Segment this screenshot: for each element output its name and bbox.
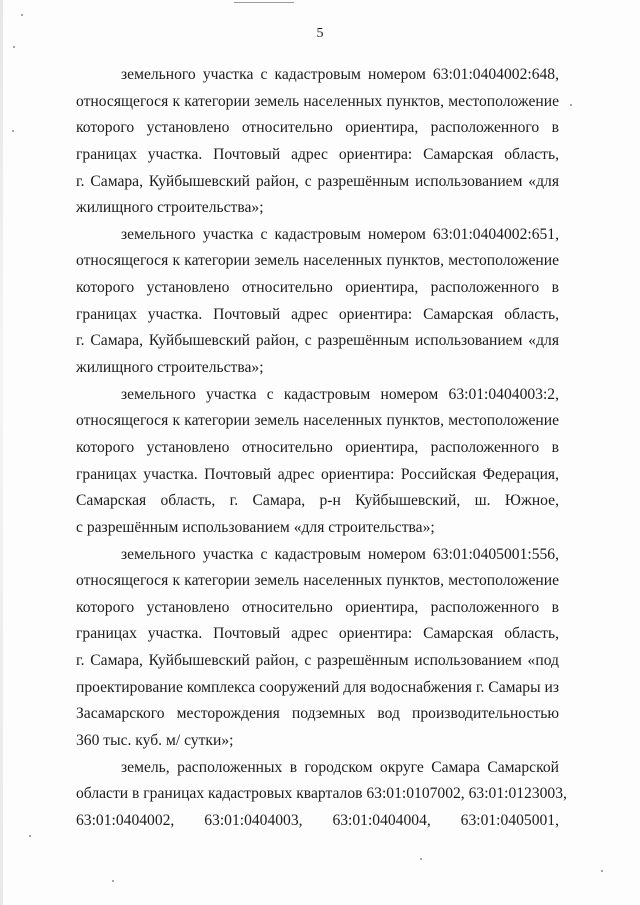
paragraph-4-line-7: Засамарского месторождения подземных вод производительностью: [76, 705, 559, 723]
paragraph-3-line-3: которого установлено относительно ориентира, расположенного в: [76, 438, 559, 456]
paragraph-1-line-1: земельного участка с кадастровым номером 63:01:0404002:648,: [121, 66, 559, 83]
document-body: [76, 62, 567, 835]
paragraph-2-line-5: г. Самара, Куйбышевский район, с разрешённым использованием «для: [76, 332, 559, 350]
scan-speck: [570, 104, 572, 106]
scan-speck: [13, 46, 15, 48]
page-number: 5: [316, 26, 324, 41]
scan-speck: [112, 880, 114, 882]
paragraph-5-line-2: области в границах кадастровых кварталов 63:01:0107002, 63:01:0123003,: [76, 785, 567, 803]
paragraph-4-line-4: границах участка. Почтовый адрес ориентира: Самарская область,: [76, 625, 559, 643]
paragraph-4-line-6: проектирование комплекса сооружений для водоснабжения г. Самары из: [76, 678, 559, 696]
paragraph-2-line-4: границах участка. Почтовый адрес ориентира: Самарская область,: [76, 305, 559, 323]
paragraph-4-line-1: земельного участка с кадастровым номером 63:01:0405001:556,: [121, 545, 559, 563]
scan-speck: [601, 870, 603, 872]
paragraph-1-line-4: границах участка. Почтовый адрес ориентира: Самарская область,: [76, 145, 559, 163]
paragraph-3-line-6: с разрешённым использованием «для строительства»;: [76, 518, 435, 536]
paragraph-4-line-2: относящегося к категории земель населенных пунктов, местоположение: [76, 572, 559, 590]
paragraph-3-line-5: Самарская область, г. Самара, р-н Куйбышевский, ш. Южное,: [76, 492, 559, 510]
paragraph-1-line-2: относящегося к категории земель населенных пунктов, местоположение: [76, 92, 559, 110]
paragraph-4-line-5: г. Самара, Куйбышевский район, с разрешённым использованием «под: [76, 652, 559, 670]
scan-speck: [21, 14, 23, 16]
scan-speck: [12, 130, 14, 132]
paragraph-3-line-4: границах участка. Почтовый адрес ориентира: Российская Федерация,: [76, 465, 559, 483]
paragraph-3-line-1: земельного участка с кадастровым номером 63:01:0404003:2,: [121, 385, 559, 403]
paragraph-2-line-2: относящегося к категории земель населенных пунктов, местоположение: [76, 252, 559, 270]
scan-edge-shadow: [0, 0, 3, 905]
scan-speck: [29, 835, 31, 837]
scan-artifact-line: [234, 2, 294, 3]
paragraph-4-line-8: 360 тыс. куб. м/ сутки»;: [76, 732, 234, 750]
scan-speck: [420, 858, 422, 860]
paragraph-1-line-6: жилищного строительства»;: [76, 199, 264, 217]
paragraph-3-line-2: относящегося к категории земель населенных пунктов, местоположение: [76, 412, 559, 430]
paragraph-5-line-3: 63:01:0404002, 63:01:0404003, 63:01:0404004, 63:01:0405001,: [76, 811, 559, 829]
paragraph-1-line-5: г. Самара, Куйбышевский район, с разрешённым использованием «для: [76, 172, 559, 190]
paragraph-5-line-1: земель, расположенных в городском округе Самара Самарской: [121, 758, 559, 776]
paragraph-2-line-1: земельного участка с кадастровым номером 63:01:0404002:651,: [121, 225, 559, 243]
paragraph-2-line-6: жилищного строительства»;: [76, 359, 264, 377]
paragraph-2-line-3: которого установлено относительно ориентира, расположенного в: [76, 279, 559, 297]
paragraph-1-line-3: которого установлено относительно ориентира, расположенного в: [76, 119, 559, 137]
paragraph-4-line-3: которого установлено относительно ориентира, расположенного в: [76, 598, 559, 616]
